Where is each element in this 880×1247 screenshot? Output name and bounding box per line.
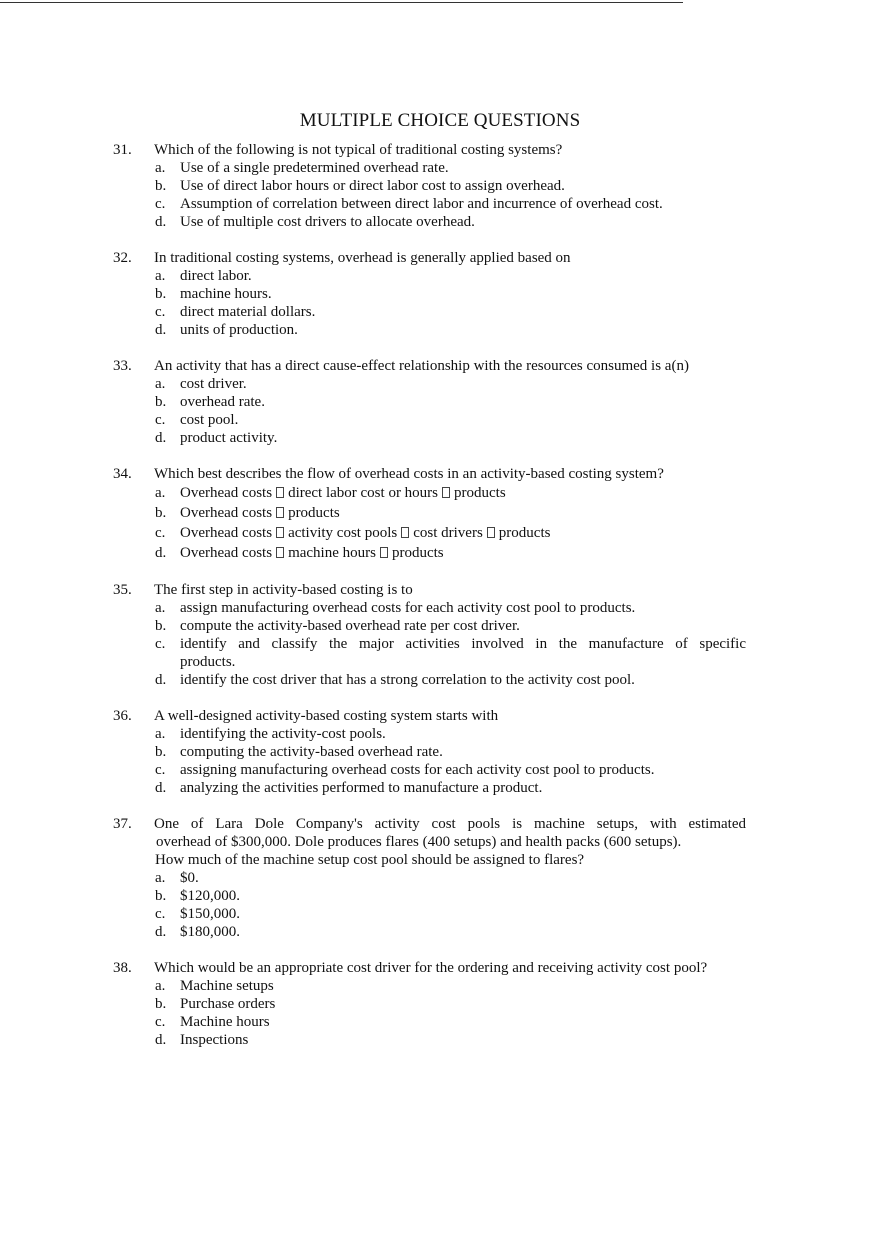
- flow-step: activity cost pools: [288, 525, 398, 541]
- option-letter: b.: [155, 286, 167, 302]
- option-text: Use of a single predetermined overhead rate.: [180, 160, 449, 176]
- flow-step: products: [288, 505, 340, 521]
- option-text: Use of direct labor hours or direct labor cost to assign overhead.: [180, 178, 565, 194]
- question-35: [0, 581, 880, 689]
- option-letter: b.: [155, 178, 167, 194]
- option-letter: b.: [155, 744, 167, 760]
- arrow-icon: [442, 487, 450, 498]
- question-stem: Which would be an appropriate cost driver for the ordering and receiving activity cost pool?: [154, 960, 708, 976]
- option-letter: d.: [155, 214, 167, 230]
- question-stem-continued: overhead of $300,000. Dole produces flares (400 setups) and health packs (600 setups).: [156, 834, 682, 850]
- option-text-continued: products.: [180, 654, 236, 670]
- option-letter: a.: [155, 600, 166, 616]
- question-31: [0, 141, 880, 231]
- flow-step: products: [498, 525, 551, 541]
- flow-step: direct labor cost or hours: [288, 485, 439, 501]
- top-rule: [0, 2, 683, 3]
- option-text: Use of multiple cost drivers to allocate overhead.: [180, 214, 475, 230]
- arrow-icon: [276, 527, 284, 538]
- question-stem: A well-designed activity-based costing system starts with: [154, 708, 499, 724]
- option-text: Machine hours: [180, 1014, 270, 1030]
- option-text: identifying the activity-cost pools.: [180, 726, 386, 742]
- option-text: direct labor.: [180, 268, 252, 284]
- question-stem-continued: How much of the machine setup cost pool should be assigned to flares?: [155, 852, 585, 868]
- question-stem: The first step in activity-based costing is to: [154, 582, 413, 598]
- question-stem: In traditional costing systems, overhead is generally applied based on: [154, 250, 571, 266]
- option-text: Inspections: [180, 1032, 249, 1048]
- option-letter: a.: [155, 978, 166, 994]
- question-number: 32.: [113, 250, 132, 266]
- option-text: $150,000.: [180, 906, 240, 922]
- option-letter: a.: [155, 485, 166, 501]
- option-letter: c.: [155, 636, 166, 652]
- arrow-icon: [487, 527, 495, 538]
- arrow-icon: [276, 547, 284, 558]
- option-text: overhead rate.: [180, 394, 265, 410]
- option-letter: a.: [155, 726, 166, 742]
- option-letter: d.: [155, 1032, 167, 1048]
- option-letter: c.: [155, 906, 166, 922]
- option-text: $180,000.: [180, 924, 240, 940]
- option-text: cost pool.: [180, 412, 239, 428]
- option-letter: b.: [155, 618, 167, 634]
- option-letter: d.: [155, 780, 167, 796]
- option-text: identify the cost driver that has a strong correlation to the activity cost pool.: [180, 672, 635, 688]
- question-number: 36.: [113, 708, 132, 724]
- page-title: MULTIPLE CHOICE QUESTIONS: [299, 110, 581, 131]
- flow-step: products: [391, 545, 444, 561]
- option-letter: a.: [155, 870, 166, 886]
- option-text: Purchase orders: [180, 996, 276, 1012]
- question-36: [0, 707, 880, 797]
- option-text: [180, 543, 444, 563]
- option-text: computing the activity-based overhead rate.: [180, 744, 443, 760]
- flow-step: Overhead costs: [180, 485, 273, 501]
- option-text: [180, 483, 506, 503]
- question-38: [0, 959, 880, 1049]
- question-stem: Which of the following is not typical of traditional costing systems?: [154, 142, 563, 158]
- option-letter: c.: [155, 762, 166, 778]
- option-letter: d.: [155, 672, 167, 688]
- option-text: Assumption of correlation between direct labor and incurrence of overhead cost.: [180, 196, 663, 212]
- option-letter: c.: [155, 412, 166, 428]
- question-32: [0, 249, 880, 339]
- option-text: $0.: [180, 870, 199, 886]
- option-text: units of production.: [180, 322, 298, 338]
- option-text: assign manufacturing overhead costs for each activity cost pool to products.: [180, 600, 636, 616]
- flow-step: Overhead costs: [180, 525, 273, 541]
- option-text: compute the activity-based overhead rate per cost driver.: [180, 618, 520, 634]
- question-number: 33.: [113, 358, 132, 374]
- question-number: 34.: [113, 466, 132, 482]
- option-text: $120,000.: [180, 888, 240, 904]
- question-number: 38.: [113, 960, 132, 976]
- flow-step: products: [454, 485, 506, 501]
- question-number: 35.: [113, 582, 132, 598]
- option-text: identify and classify the major activities involved in the manufacture of specific: [180, 636, 746, 652]
- flow-step: cost drivers: [413, 525, 483, 541]
- flow-step: machine hours: [288, 545, 376, 561]
- option-letter: c.: [155, 525, 166, 541]
- question-stem: Which best describes the flow of overhead costs in an activity-based costing system?: [154, 466, 664, 482]
- arrow-icon: [276, 487, 284, 498]
- question-number: 31.: [113, 142, 132, 158]
- option-letter: b.: [155, 505, 167, 521]
- question-37: [0, 815, 880, 941]
- arrow-icon: [276, 507, 284, 518]
- option-letter: c.: [155, 1014, 166, 1030]
- option-text: [180, 523, 550, 543]
- question-list: [0, 141, 880, 1067]
- option-text: analyzing the activities performed to manufacture a product.: [180, 780, 543, 796]
- option-letter: d.: [155, 430, 167, 446]
- option-letter: d.: [155, 545, 167, 561]
- option-letter: a.: [155, 376, 166, 392]
- option-text: Machine setups: [180, 978, 274, 994]
- option-letter: a.: [155, 160, 166, 176]
- arrow-icon: [380, 547, 388, 558]
- option-letter: b.: [155, 996, 167, 1012]
- question-number: 37.: [113, 816, 132, 832]
- option-text: direct material dollars.: [180, 304, 316, 320]
- option-letter: b.: [155, 394, 167, 410]
- option-letter: a.: [155, 268, 166, 284]
- option-text: assigning manufacturing overhead costs for each activity cost pool to products.: [180, 762, 655, 778]
- option-text: product activity.: [180, 430, 278, 446]
- arrow-icon: [401, 527, 409, 538]
- option-letter: c.: [155, 196, 166, 212]
- option-letter: b.: [155, 888, 167, 904]
- option-text: [180, 503, 340, 523]
- option-letter: c.: [155, 304, 166, 320]
- question-stem: One of Lara Dole Company's activity cost pools is machine setups, with estimated: [154, 816, 746, 832]
- option-letter: d.: [155, 322, 167, 338]
- option-letter: d.: [155, 924, 167, 940]
- flow-step: Overhead costs: [180, 505, 273, 521]
- option-text: machine hours.: [180, 286, 272, 302]
- option-text: cost driver.: [180, 376, 247, 392]
- question-stem: An activity that has a direct cause-effect relationship with the resources consumed is a(n): [154, 358, 689, 374]
- question-34: [0, 465, 880, 563]
- question-33: [0, 357, 880, 447]
- flow-step: Overhead costs: [180, 545, 273, 561]
